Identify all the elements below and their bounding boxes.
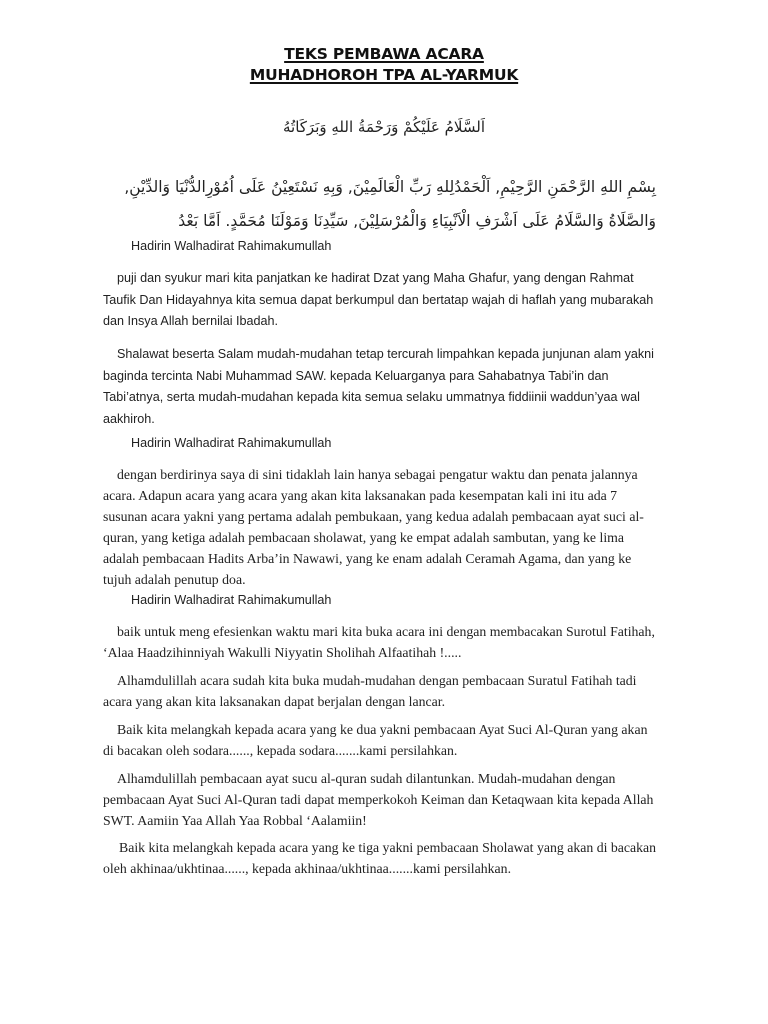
section-heading: Hadirin Walhadirat Rahimakumullah: [131, 593, 332, 607]
arabic-opening-line-1: بِسْمِ اللهِ الرَّحْمَنِ الرَّحِيْمِ, اَلْحَمْدُلِلهِ رَبِّ الْعَالَمِيْنَ, وَبِهِ نَسْتَعِيْنُ عَلَى اُمُوْرِالدُّنْيَا وَالدِّيْنِ,: [124, 178, 656, 196]
arabic-salam-greeting: اَلسَّلَامُ عَلَيْكُمْ وَرَحْمَةُ اللهِ وَبَرَكَاتُهُ: [283, 118, 485, 136]
paragraph-praise: puji dan syukur mari kita panjatkan ke hadirat Dzat yang Maha Ghafur, yang dengan Rahmat Taufik Dan Hidayahnya kita semua dapat berkumpul dan bertatap wajah di haflah yang mubarakah dan Insya Allah bernilai Ibadah.: [103, 271, 654, 328]
paragraph-after-quran: Alhamdulillah pembacaan ayat sucu al-quran sudah dilantunkan. Mudah-mudahan dengan pembacaan Ayat Suci Al-Quran tadi dapat memperkokoh Keiman dan Ketaqwaan kita kepada Allah SWT. Aamiin Yaa Allah Yaa Robbal ‘Aalamiin!: [103, 771, 654, 828]
paragraph-sholawat-reading: Baik kita melangkah kepada acara yang ke tiga yakni pembacaan Sholawat yang akan di bacakan oleh akhinaa/ukhtinaa......, kepada akhinaa/ukhtinaa.......kami persilahkan.: [103, 840, 657, 876]
paragraph-shalawat: Shalawat beserta Salam mudah-mudahan tetap tercurah limpahkan kepada junjunan alam yakni baginda tercinta Nabi Muhammad SAW. kepada Keluarganya para Sahabatnya Tabi’in dan Tabi’atnya, serta mudah-mudahan kepada kita semua selaku ummatnya fiddiinii waddun’yaa wal aakhiroh.: [103, 347, 654, 426]
title-line-2: MUHADHOROH TPA AL-YARMUK: [249, 66, 519, 84]
paragraph-agenda: dengan berdirinya saya di sini tidaklah lain hanya sebagai pengatur waktu dan penata jalannya acara. Adapun acara yang acara yang akan kita laksanakan pada kesempatan kali ini itu ada 7 susunan acara yakni yang pertama adalah pembukaan, yang kedua adalah pembacaan ayat suci al-quran, yang ketiga adalah pembacaan sholawat, yang ke empat adalah sambutan, yang ke lima adalah pembacaan Hadits Arba’in Nawawi, yang ke enam adalah Ceramah Agama, dan yang ke tujuh adalah penutup doa.: [103, 467, 644, 587]
section-heading: Hadirin Walhadirat Rahimakumullah: [131, 239, 332, 253]
title-line-1: TEKS PEMBAWA ACARA: [284, 45, 484, 63]
section-heading: Hadirin Walhadirat Rahimakumullah: [131, 436, 332, 450]
arabic-opening-line-2: وَالصَّلَاةُ وَالسَّلَامُ عَلَى اَشْرَفِ الْاَنْبِيَاءِ وَالْمُرْسَلِيْنَ, سَيِّدِنَا وَمَوْلَنَا مُحَمَّدٍ. اَمَّا بَعْدُ: [178, 212, 656, 230]
paragraph-fatihah: baik untuk meng efesienkan waktu mari kita buka acara ini dengan membacakan Surotul Fatihah, ‘Alaa Haadzihinniyah Wakulli Niyyatin Sholihah Alfaatihah !.....: [103, 624, 655, 660]
arabic-opening: [56, 170, 768, 238]
paragraph-quran-reading: Baik kita melangkah kepada acara yang ke dua yakni pembacaan Ayat Suci Al-Quran yang akan di bacakan oleh sodara......, kepada sodara.......kami persilahkan.: [103, 722, 648, 758]
paragraph-opened: Alhamdulillah acara sudah kita buka mudah-mudahan dengan pembacaan Suratul Fatihah tadi acara yang akan kita laksanakan dapat berjalan dengan lancar.: [103, 673, 637, 709]
document-title: [0, 44, 768, 86]
